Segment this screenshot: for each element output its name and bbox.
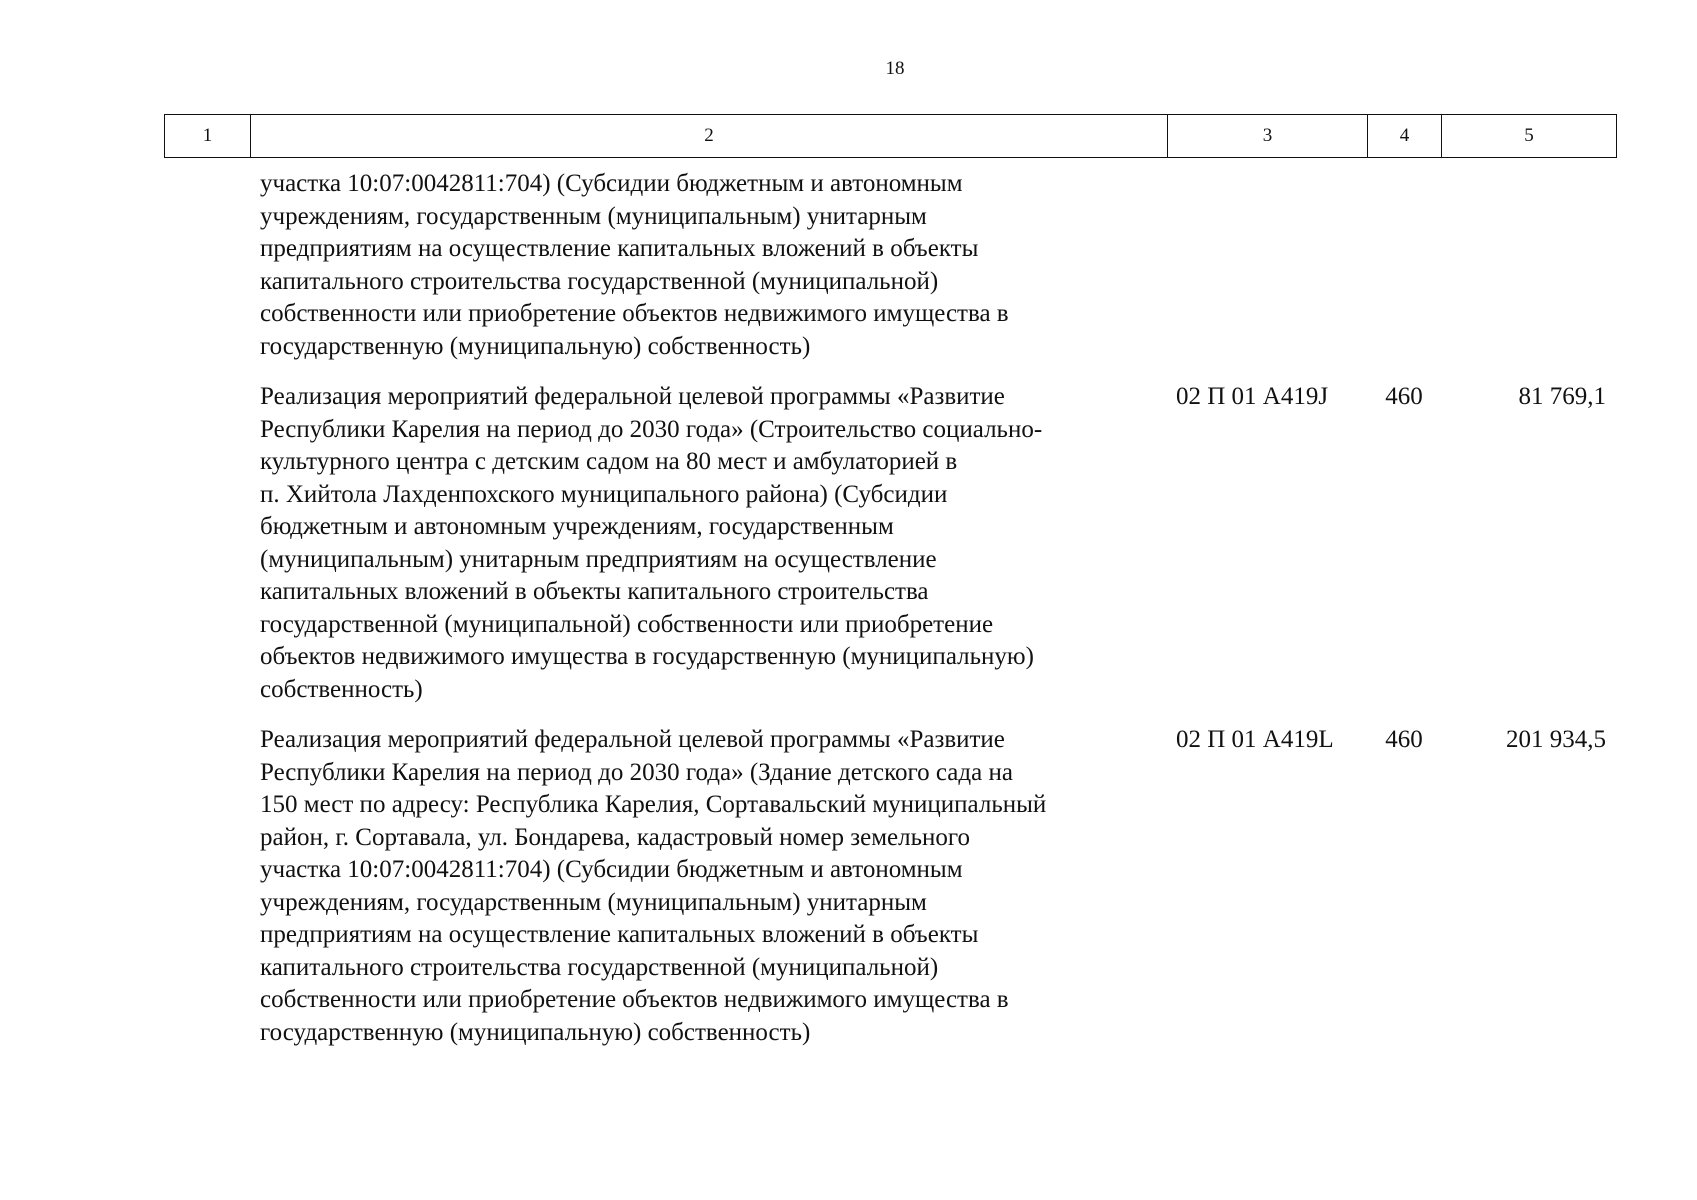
row-description: Реализация мероприятий федеральной целевой программы «Развитие Республики Карелия на период до 2030 года» (Строительство социально- культурного центра с детским садом на 80 мест и амбулаторией в п. Хийтола Лахденпохского муниципального района) (Субсидии бюджетным и автономным учреждениям, государственным (муниципальным) унитарным предприятиям на осуществление капитальных вложений в объекты капитального строительства государственной (муниципальной) собственности или приобретение объектов недвижимого имущества в государственную (муниципальную) собственность) xyxy=(260,383,1043,703)
header-cell-2: 2 xyxy=(251,115,1168,158)
header-row xyxy=(165,115,1617,158)
table-body xyxy=(164,168,1616,1049)
row-type: 460 xyxy=(1385,383,1423,410)
row-code: 02 П 01 A419L xyxy=(1176,726,1334,753)
row-amount: 201 934,5 xyxy=(1506,726,1606,753)
table-row xyxy=(164,168,1616,363)
header-cell-4: 4 xyxy=(1368,115,1442,158)
row-type: 460 xyxy=(1385,726,1423,753)
header-cell-3: 3 xyxy=(1168,115,1368,158)
header-cell-1: 1 xyxy=(165,115,251,158)
row-amount: 81 769,1 xyxy=(1518,383,1606,410)
page-number: 18 xyxy=(885,58,905,79)
row-description: участка 10:07:0042811:704) (Субсидии бюджетным и автономным учреждениям, государственным (муниципальным) унитарным предприятиям на осуществление капитальных вложений в объекты капитального строительства государственной (муниципальной) собственности или приобретение объектов недвижимого имущества в государственную (муниципальную) собственность) xyxy=(260,170,1009,360)
row-code: 02 П 01 A419J xyxy=(1176,383,1329,410)
column-number-header xyxy=(164,114,1617,158)
table-row xyxy=(164,381,1616,706)
row-description: Реализация мероприятий федеральной целевой программы «Развитие Республики Карелия на период до 2030 года» (Здание детского сада на 150 мест по адресу: Республика Карелия, Сортавальский муниципальный район, г. Сортавала, ул. Бондарева, кадастровый номер земельного участка 10:07:0042811:704) (Субсидии бюджетным и автономным учреждениям, государственным (муниципальным) унитарным предприятиям на осуществление капитальных вложений в объекты капитального строительства государственной (муниципальной) собственности или приобретение объектов недвижимого имущества в государственную (муниципальную) собственность) xyxy=(260,726,1047,1046)
header-cell-5: 5 xyxy=(1442,115,1617,158)
table-row xyxy=(164,724,1616,1049)
